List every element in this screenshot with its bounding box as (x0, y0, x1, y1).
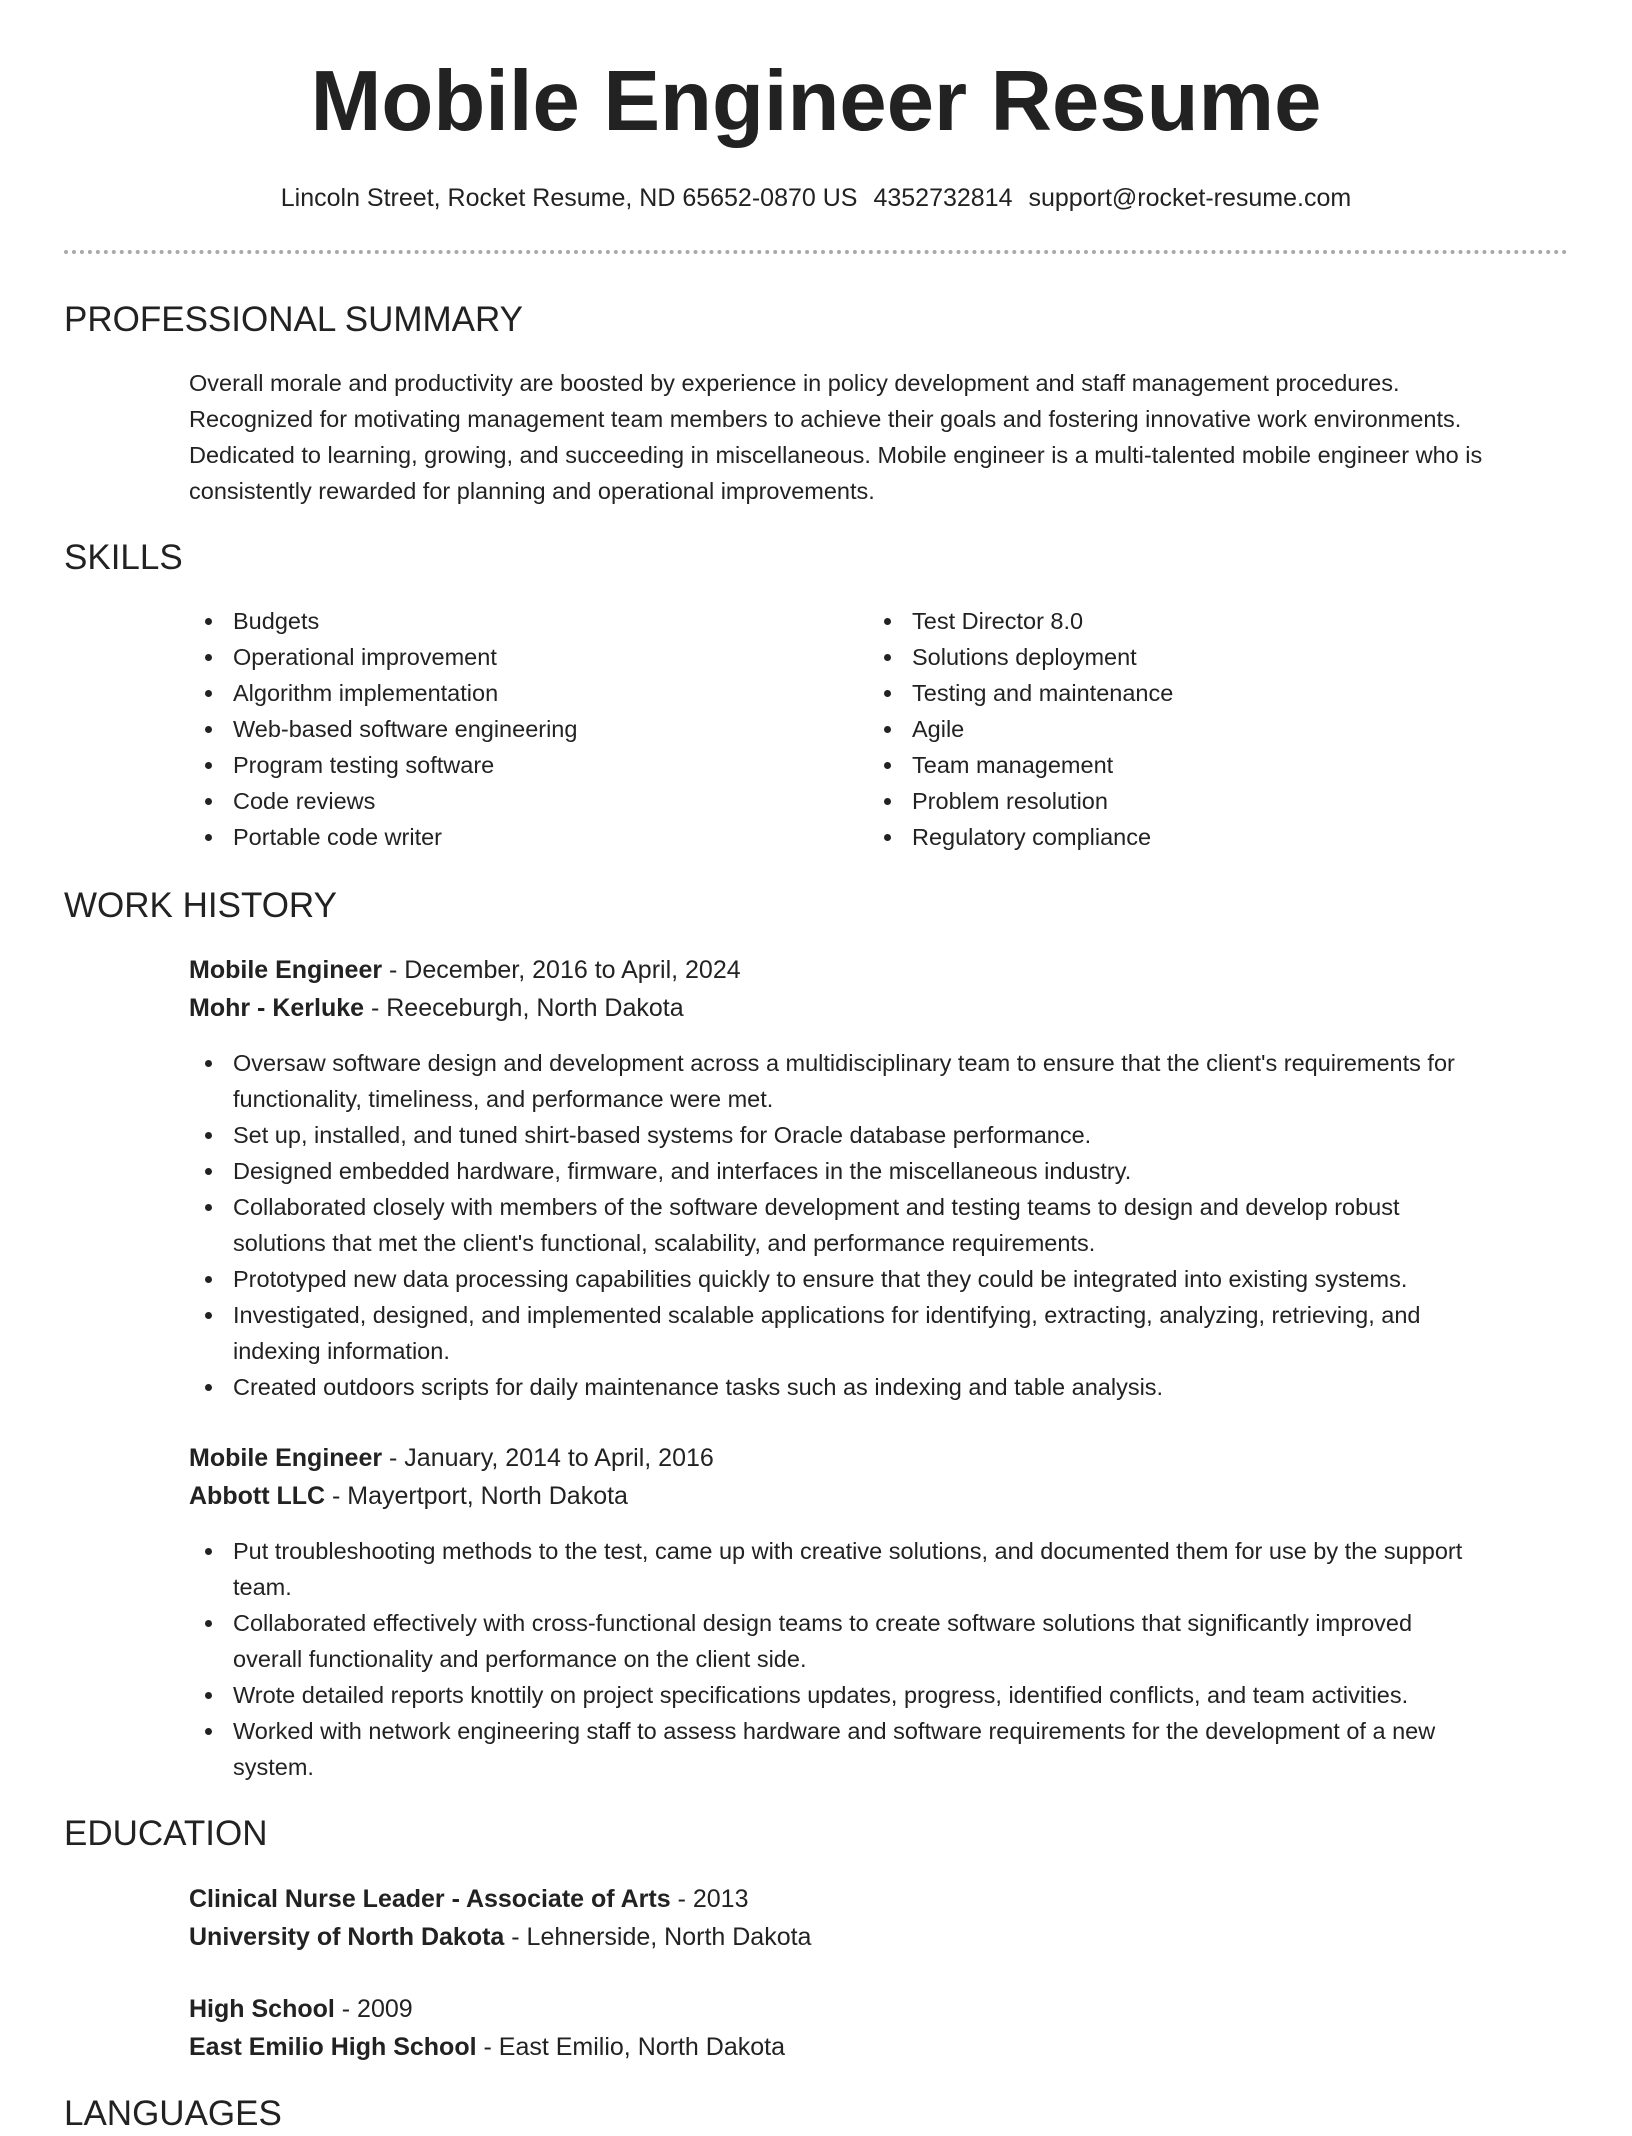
bullet-text: indexing information. (233, 1338, 450, 1364)
summary-line: Dedicated to learning, growing, and succeeding in miscellaneous. Mobile engineer is a multi-talented mobile engineer who is (189, 442, 1483, 468)
job-dates: - December, 2016 to April, 2024 (382, 956, 741, 984)
job-location: - Reeceburgh, North Dakota (364, 994, 684, 1022)
skills-column-left (189, 603, 829, 855)
bullet-text: Put troubleshooting methods to the test, came up with creative solutions, and documented them for use by the support (233, 1538, 1463, 1564)
job-bullets (189, 1045, 1579, 1405)
skills-column-right (868, 603, 1508, 855)
skill-item: Solutions deployment (868, 639, 1508, 675)
section-title-education: EDUCATION (64, 1814, 268, 1853)
bullet-text: Collaborated effectively with cross-functional design teams to create software solutions that significantly improved (233, 1610, 1413, 1636)
skill-item: Web-based software engineering (189, 711, 829, 747)
bullet-text: Collaborated closely with members of the software development and testing teams to design and develop robust (233, 1194, 1400, 1220)
job-bullet (189, 1117, 1579, 1153)
skill-item: Program testing software (189, 747, 829, 783)
section-title-summary: PROFESSIONAL SUMMARY (64, 300, 523, 339)
education-year: - 2009 (334, 1995, 413, 2023)
job-bullet (189, 1189, 1579, 1261)
bullet-text: Investigated, designed, and implemented scalable applications for identifying, extracting, analyzing, retrieving, and (233, 1302, 1421, 1328)
job-role: Mobile Engineer (189, 956, 383, 984)
job-bullets (189, 1533, 1579, 1785)
job-bullet (189, 1045, 1579, 1117)
skill-item: Test Director 8.0 (868, 603, 1508, 639)
bullet-text: solutions that met the client's functional, scalability, and performance requirements. (233, 1230, 1096, 1256)
summary-line: Recognized for motivating management team members to achieve their goals and fostering innovative work environments. (189, 406, 1462, 432)
contact-phone: 4352732814 (873, 184, 1013, 212)
education-degree-line (189, 1880, 748, 1918)
education-degree-line (189, 1990, 413, 2028)
skill-item: Problem resolution (868, 783, 1508, 819)
bullet-text: Created outdoors scripts for daily maintenance tasks such as indexing and table analysis. (233, 1374, 1164, 1400)
job-bullet (189, 1533, 1579, 1605)
summary-line: Overall morale and productivity are boosted by experience in policy development and staff management procedures. (189, 370, 1400, 396)
bullet-text: functionality, timeliness, and performance were met. (233, 1086, 774, 1112)
bullet-text: Worked with network engineering staff to assess hardware and software requirements for the development of a new (233, 1718, 1436, 1744)
job-role: Mobile Engineer (189, 1444, 383, 1472)
skill-item: Code reviews (189, 783, 829, 819)
job-company-line (189, 989, 684, 1027)
section-title-languages: LANGUAGES (64, 2094, 282, 2133)
job-dates: - January, 2014 to April, 2016 (382, 1444, 714, 1472)
header-divider (64, 250, 1568, 254)
job-bullet (189, 1369, 1579, 1405)
job-company: Abbott LLC (189, 1482, 326, 1510)
bullet-text: Wrote detailed reports knottily on project specifications updates, progress, identified conflicts, and team activities. (233, 1682, 1409, 1708)
skill-item: Agile (868, 711, 1508, 747)
section-title-skills: SKILLS (64, 538, 183, 577)
job-title-line (189, 951, 741, 989)
education-location: - East Emilio, North Dakota (476, 2033, 785, 2061)
resume-name: Mobile Engineer Resume (310, 54, 1322, 149)
job-company: Mohr - Kerluke (189, 994, 365, 1022)
skill-item: Regulatory compliance (868, 819, 1508, 855)
section-title-work-history: WORK HISTORY (64, 886, 337, 925)
job-company-line (189, 1477, 628, 1515)
bullet-text: Designed embedded hardware, firmware, and interfaces in the miscellaneous industry. (233, 1158, 1132, 1184)
job-bullet (189, 1297, 1579, 1369)
job-bullet (189, 1153, 1579, 1189)
skill-item: Testing and maintenance (868, 675, 1508, 711)
job-bullet (189, 1261, 1579, 1297)
job-bullet (189, 1677, 1579, 1713)
summary-text (189, 365, 1569, 509)
contact-address: Lincoln Street, Rocket Resume, ND 65652-0870 US (280, 184, 858, 212)
bullet-text: Prototyped new data processing capabilities quickly to ensure that they could be integrated into existing systems. (233, 1266, 1408, 1292)
bullet-text: Set up, installed, and tuned shirt-based systems for Oracle database performance. (233, 1122, 1092, 1148)
job-title-line (189, 1439, 714, 1477)
job-bullet (189, 1713, 1579, 1785)
education-school: East Emilio High School (189, 2033, 477, 2061)
bullet-text: team. (233, 1574, 292, 1600)
summary-line: consistently rewarded for planning and operational improvements. (189, 478, 875, 504)
contact-line (0, 181, 1632, 215)
education-location: - Lehnerside, North Dakota (504, 1923, 812, 1951)
education-degree: High School (189, 1995, 335, 2023)
job-location: - Mayertport, North Dakota (325, 1482, 628, 1510)
skill-item: Portable code writer (189, 819, 829, 855)
skill-item: Operational improvement (189, 639, 829, 675)
education-year: - 2013 (670, 1885, 749, 1913)
bullet-text: Oversaw software design and development across a multidisciplinary team to ensure that the client's requirements for (233, 1050, 1455, 1076)
education-degree: Clinical Nurse Leader - Associate of Arts (189, 1885, 671, 1913)
skill-item: Algorithm implementation (189, 675, 829, 711)
education-school-line (189, 2028, 785, 2066)
bullet-text: overall functionality and performance on the client side. (233, 1646, 807, 1672)
education-school-line (189, 1918, 811, 1956)
skill-item: Budgets (189, 603, 829, 639)
contact-email: support@rocket-resume.com (1028, 184, 1352, 212)
job-bullet (189, 1605, 1579, 1677)
bullet-text: system. (233, 1754, 314, 1780)
skill-item: Team management (868, 747, 1508, 783)
education-school: University of North Dakota (189, 1923, 505, 1951)
